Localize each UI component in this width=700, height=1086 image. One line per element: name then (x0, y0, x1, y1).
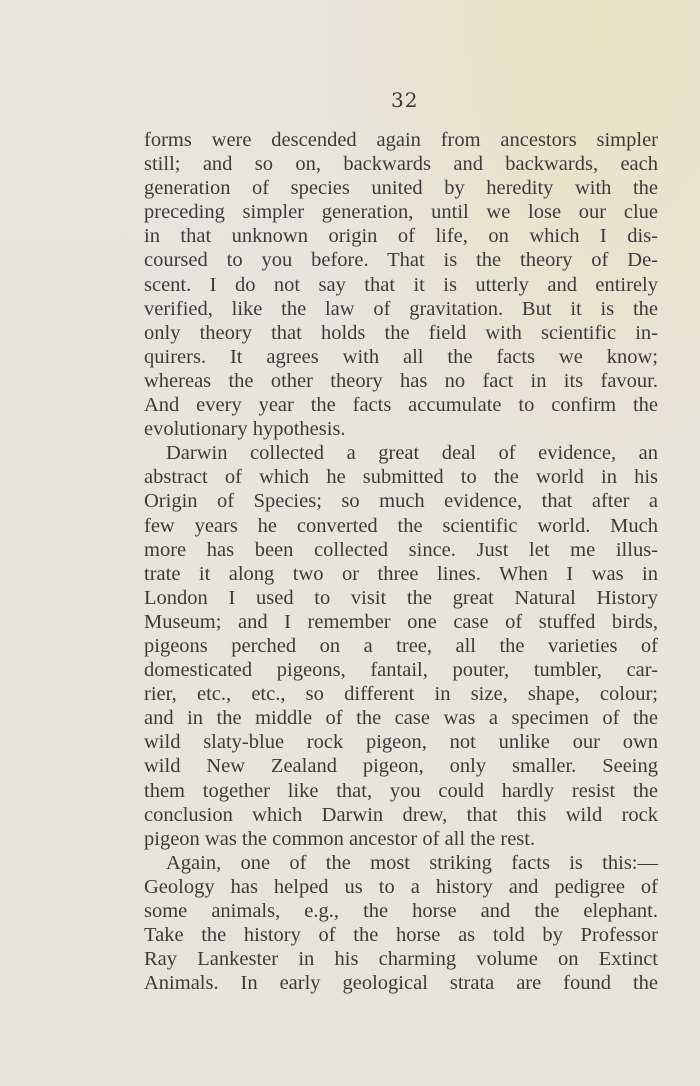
text-line: whereas the other theory has no fact in its favour. (144, 369, 658, 392)
text-line: Again, one of the most striking facts is this:— (166, 851, 658, 874)
text-line: trate it along two or three lines. When I was in (144, 562, 658, 585)
text-line: Animals. In early geological strata are found the (144, 972, 658, 995)
text-line: still; and so on, backwards and backwards, each (144, 153, 658, 176)
body-text (144, 128, 658, 995)
text-line: wild New Zealand pigeon, only smaller. Seeing (144, 755, 658, 778)
text-line: evolutionary hypothesis. (144, 418, 346, 441)
text-line: only theory that holds the field with scientific in- (144, 321, 658, 344)
text-line: Origin of Species; so much evidence, that after a (144, 490, 658, 513)
text-line: Darwin collected a great deal of evidence, an (166, 442, 658, 465)
text-line: pigeons perched on a tree, all the varieties of (144, 634, 658, 657)
text-line: coursed to you before. That is the theory of De- (144, 249, 658, 272)
text-line: Museum; and I remember one case of stuffed birds, (144, 610, 658, 633)
text-line: rier, etc., etc., so different in size, shape, colour; (144, 683, 658, 706)
text-line: generation of species united by heredity with the (144, 177, 658, 200)
text-line: quirers. It agrees with all the facts we know; (144, 345, 658, 368)
text-line: London I used to visit the great Natural History (144, 586, 658, 609)
text-line: wild slaty-blue rock pigeon, not unlike our own (144, 731, 658, 754)
text-line: verified, like the law of gravitation. But it is the (144, 297, 658, 320)
text-line: forms were descended again from ancestors simpler (144, 129, 658, 151)
text-line: pigeon was the common ancestor of all the rest. (144, 827, 536, 850)
text-line: Take the history of the horse as told by Professor (144, 924, 658, 947)
text-line: domesticated pigeons, fantail, pouter, tumbler, car- (144, 659, 658, 682)
text-line: more has been collected since. Just let me illus- (144, 538, 658, 561)
page-number: 32 (391, 88, 419, 112)
text-line: conclusion which Darwin drew, that this wild rock (144, 803, 658, 826)
text-line: few years he converted the scientific world. Much (144, 514, 658, 537)
text-line: And every year the facts accumulate to confirm the (144, 394, 658, 417)
text-line: Geology has helped us to a history and pedigree of (144, 875, 658, 898)
text-line: in that unknown origin of life, on which I dis- (144, 225, 658, 248)
text-line: abstract of which he submitted to the world in his (144, 466, 658, 489)
text-line: some animals, e.g., the horse and the elephant. (144, 900, 658, 922)
text-line: scent. I do not say that it is utterly and entirely (144, 273, 658, 296)
text-line: Ray Lankester in his charming volume on Extinct (144, 948, 658, 971)
text-line: them together like that, you could hardly resist the (144, 779, 658, 802)
text-line: and in the middle of the case was a specimen of the (144, 707, 658, 730)
text-line: preceding simpler generation, until we lose our clue (144, 201, 658, 224)
